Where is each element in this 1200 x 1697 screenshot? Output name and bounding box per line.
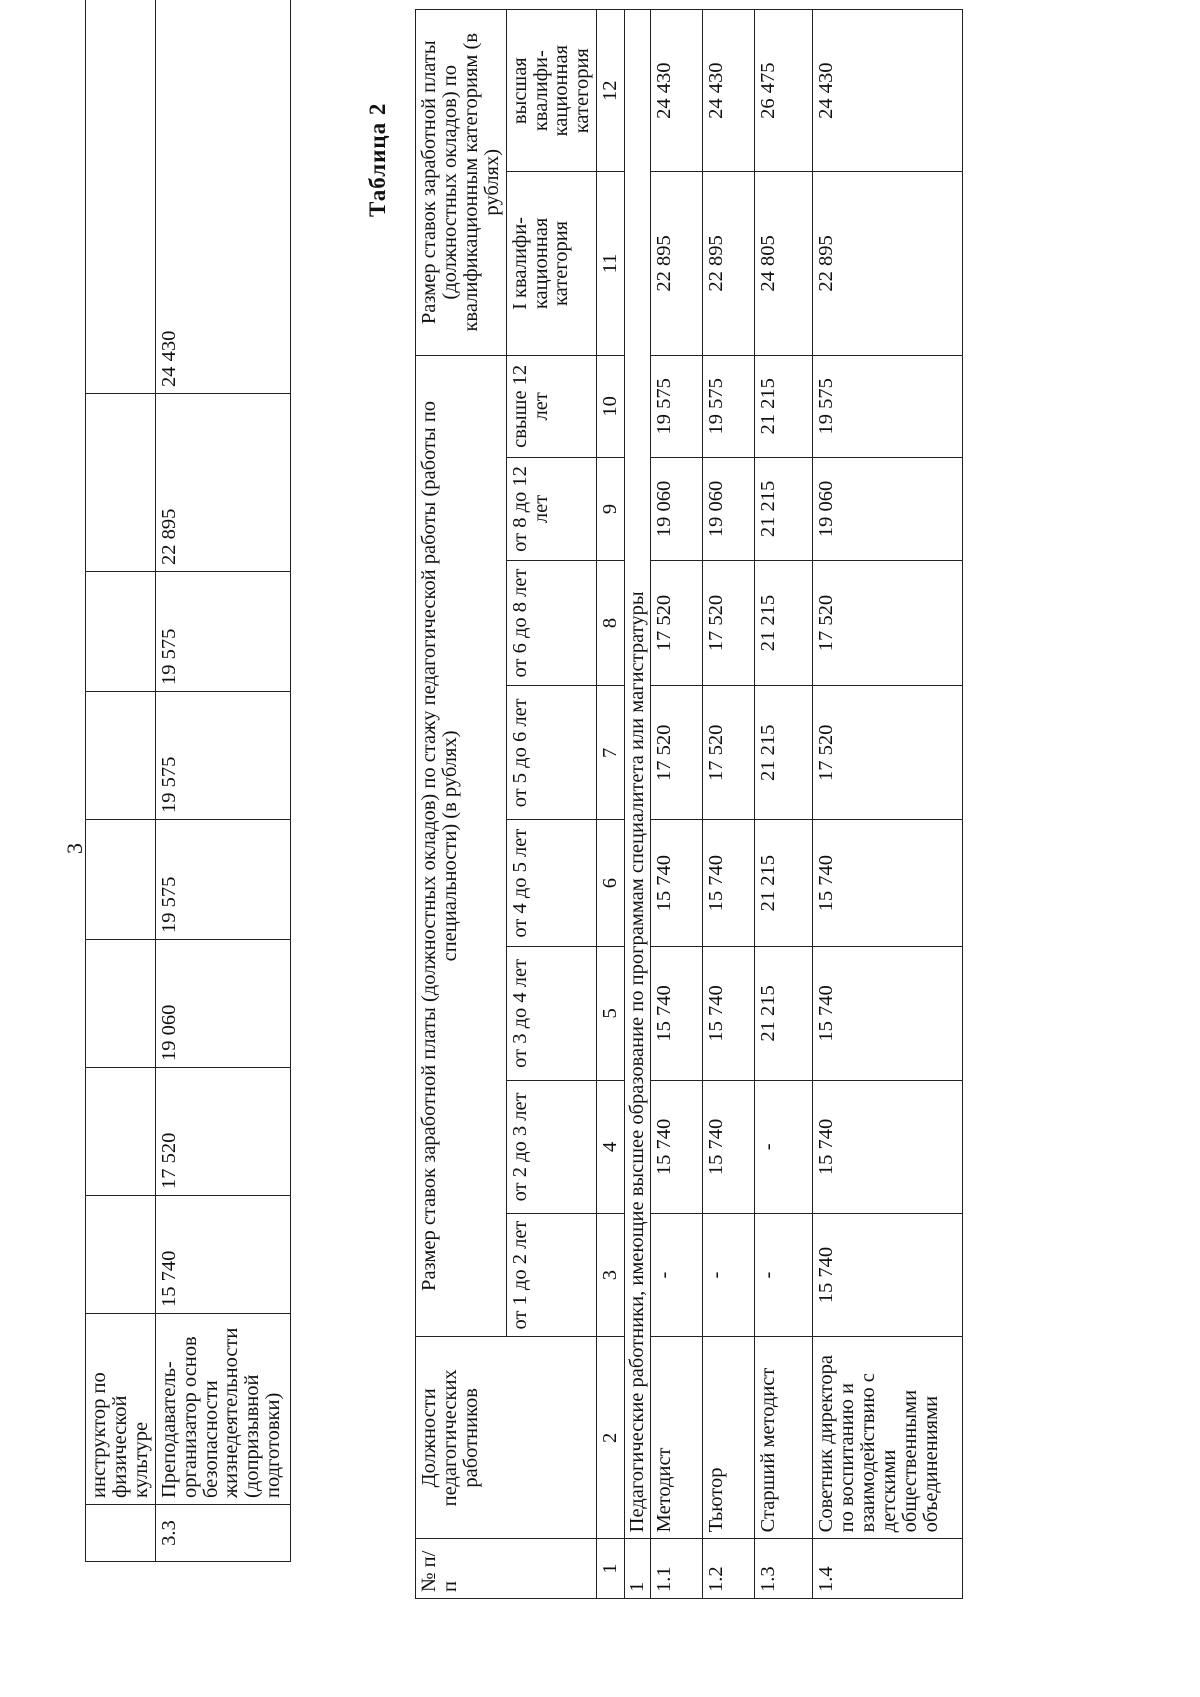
value-cell: 19 575 [651,355,703,458]
value-cell: 22 895 [651,172,703,355]
value-cell [86,572,156,692]
header-stage-col: от 3 до 4 лет [506,946,597,1080]
table-row [155,0,290,1562]
value-cell: 19 575 [155,572,290,692]
index-cell: 2 [597,1337,625,1539]
section-row [625,10,651,1599]
value-cell [86,1068,156,1196]
value-cell: 21 215 [755,946,813,1080]
table-row [651,10,703,1599]
value-cell: 15 740 [813,1080,963,1213]
row-number: 1.3 [755,1539,813,1599]
position-name: Методист [651,1337,703,1539]
value-cell: 19 575 [813,355,963,458]
value-cell: 22 895 [155,394,290,572]
value-cell: 24 430 [155,0,290,394]
value-cell [86,0,156,394]
table-row [813,10,963,1599]
header-category-col: высшая квалифи-кационная категория [506,10,597,172]
position-name: инструктор по физической культуре [86,1314,156,1505]
section-title: Педагогические работники, имеющие высшее образование по программам специалитета или магистратуры [625,10,651,1539]
value-cell: 24 805 [755,172,813,355]
index-cell: 9 [597,458,625,561]
table-2 [415,9,963,1599]
position-name: Тьютор [703,1337,755,1539]
header-stage-col: от 1 до 2 лет [506,1213,597,1337]
value-cell: 24 430 [651,10,703,172]
value-cell: 21 215 [755,458,813,561]
header-stage-col: от 4 до 5 лет [506,820,597,947]
value-cell [86,692,156,820]
value-cell: - [651,1213,703,1337]
value-cell: 19 575 [703,355,755,458]
table-row [86,0,156,1562]
value-cell: 15 740 [651,820,703,947]
value-cell: 15 740 [651,1080,703,1213]
value-cell: 15 740 [703,820,755,947]
header-stage-col: от 2 до 3 лет [506,1080,597,1213]
position-name: Преподаватель-организатор основ безопасности жизнедеятельности (допризывной подготовки) [155,1314,290,1505]
index-cell: 6 [597,820,625,947]
table-row [703,10,755,1599]
value-cell: 17 520 [813,686,963,820]
value-cell: 22 895 [703,172,755,355]
value-cell: 15 740 [813,946,963,1080]
value-cell: 21 215 [755,686,813,820]
value-cell: 26 475 [755,10,813,172]
value-cell: 19 060 [651,458,703,561]
header-stage-group: Размер ставок заработной платы (должностных окладов) по стажу педагогической работы (работы по специальности) (в рублях) [416,355,507,1337]
value-cell: 24 430 [703,10,755,172]
table-1-continuation [85,0,291,1562]
index-cell: 10 [597,355,625,458]
header-row-1 [416,10,507,1599]
value-cell: 17 520 [703,686,755,820]
section-number: 1 [625,1539,651,1599]
value-cell: 19 575 [155,692,290,820]
header-num: № п/п [416,1539,597,1599]
index-cell: 8 [597,560,625,686]
value-cell: 24 430 [813,10,963,172]
value-cell: 17 520 [155,1068,290,1196]
index-cell: 11 [597,172,625,355]
header-stage-col: от 8 до 12 лет [506,458,597,561]
row-number: 1.1 [651,1539,703,1599]
index-cell: 1 [597,1539,625,1599]
index-cell: 3 [597,1213,625,1337]
row-number: 3.3 [155,1505,290,1562]
value-cell: 17 520 [651,560,703,686]
index-cell: 7 [597,686,625,820]
value-cell: 21 215 [755,355,813,458]
value-cell: 15 740 [813,820,963,947]
value-cell [86,940,156,1068]
value-cell: - [755,1080,813,1213]
table-2-caption: Таблица 2 [365,102,390,217]
value-cell: - [755,1213,813,1337]
header-stage-col: от 5 до 6 лет [506,686,597,820]
table-row [755,10,813,1599]
value-cell: 15 740 [703,946,755,1080]
header-category-group: Размер ставок заработной платы (должностных окладов) по квалификационным категориям (в рублях) [416,10,507,356]
header-position: Должности педагогических работников [416,1337,597,1539]
value-cell: 19 060 [703,458,755,561]
value-cell: 19 060 [155,940,290,1068]
index-row [597,10,625,1599]
value-cell: - [703,1213,755,1337]
value-cell: 17 520 [703,560,755,686]
value-cell: 21 215 [755,560,813,686]
index-cell: 4 [597,1080,625,1213]
value-cell [86,1196,156,1314]
value-cell: 21 215 [755,820,813,947]
row-number: 1.4 [813,1539,963,1599]
index-cell: 5 [597,946,625,1080]
value-cell: 17 520 [813,560,963,686]
value-cell: 15 740 [703,1080,755,1213]
row-number [86,1505,156,1562]
value-cell: 17 520 [651,686,703,820]
header-category-col: I квалифи-кационная категория [506,172,597,355]
value-cell: 15 740 [813,1213,963,1337]
value-cell: 15 740 [155,1196,290,1314]
value-cell: 22 895 [813,172,963,355]
value-cell: 19 575 [155,820,290,940]
value-cell [86,820,156,940]
header-stage-col: от 6 до 8 лет [506,560,597,686]
value-cell: 15 740 [651,946,703,1080]
header-stage-col: свыше 12 лет [506,355,597,458]
row-number: 1.2 [703,1539,755,1599]
value-cell: 19 060 [813,458,963,561]
value-cell [86,394,156,572]
position-name: Старший методист [755,1337,813,1539]
index-cell: 12 [597,10,625,172]
page-number: 3 [62,843,87,854]
position-name: Советник директора по воспитанию и взаимодействию с детскими общественными объединениями [813,1337,963,1539]
